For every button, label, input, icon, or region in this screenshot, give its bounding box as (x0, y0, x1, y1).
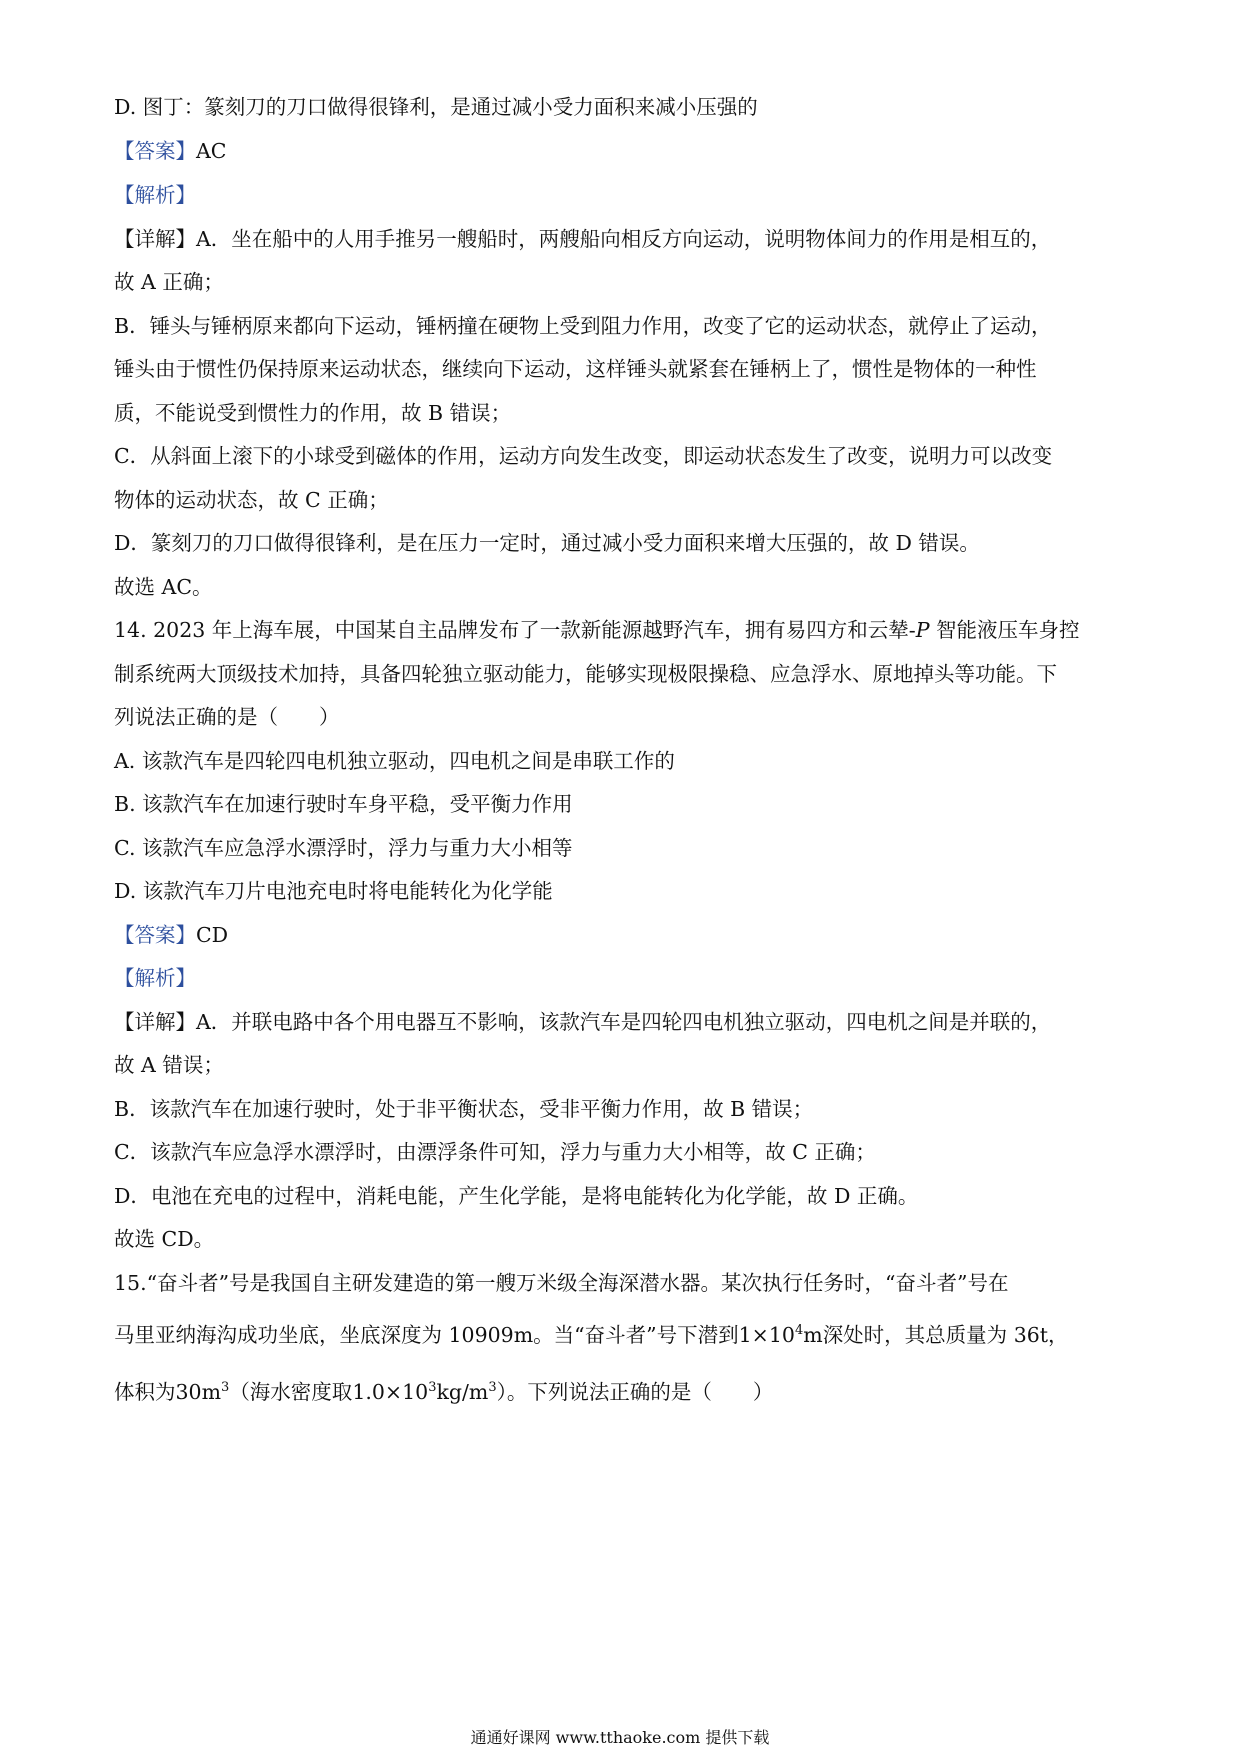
stem-text: 深处时，其总质量为 36t， (822, 1323, 1069, 1347)
density-value: 1.0×10 (352, 1380, 429, 1404)
q13-detail-line: 物体的运动状态，故 C 正确； (114, 488, 389, 512)
q14-detail-line: C．该款汽车应急浮水漂浮时，由漂浮条件可知，浮力与重力大小相等，故 C 正确； (114, 1140, 876, 1164)
detail-text: A．坐在船中的人用手推另一艘船时，两艘船向相反方向运动，说明物体间力的作用是相互的， (196, 227, 1052, 251)
q14-detail-line: 故 A 错误； (114, 1053, 224, 1077)
depth-base: 1×10 (738, 1323, 795, 1347)
q14-option-b: B. 该款汽车在加速行驶时车身平稳，受平衡力作用 (114, 792, 573, 816)
stem-text: ）。下列说法正确的是（ ） (496, 1380, 774, 1404)
q13-detail-line: 锤头由于惯性仍保持原来运动状态，继续向下运动，这样锤头就紧套在锤柄上了，惯性是物体的一种性 (114, 357, 1037, 381)
stem-text: 智能液压车身控 (929, 618, 1080, 642)
stem-text: 体积为 (114, 1380, 176, 1404)
detail-text: A．并联电路中各个用电器互不影响，该款汽车是四轮四电机独立驱动，四电机之间是并联的， (196, 1010, 1052, 1034)
q14-option-c: C. 该款汽车应急浮水漂浮时，浮力与重力大小相等 (114, 836, 573, 860)
q14-answer (114, 920, 1134, 950)
q15-stem-line: 15.“奋斗者”号是我国自主研发建造的第一艘万米级全海深潜水器。某次执行任务时，“奋斗者”号在 (114, 1271, 1009, 1295)
stem-text: （海水密度取 (229, 1380, 353, 1404)
q13-detail-line: B．锤头与锤柄原来都向下运动，锤柄撞在硬物上受到阻力作用，改变了它的运动状态，就停止了运动， (114, 314, 1052, 338)
q13-detail-line (114, 224, 1134, 254)
density-unit: kg/m (436, 1380, 489, 1404)
depth-exponent: 4 (794, 1323, 804, 1339)
detail-tag: 【详解】 (114, 1010, 196, 1034)
stem-text: 马里亚纳海沟成功坐底，坐底深度为 10909m。当“奋斗者”号下潜到 (114, 1323, 739, 1347)
q13-detail-line: D．篆刻刀的刀口做得很锋利，是在压力一定时，通过减小受力面积来增大压强的，故 D 错误。 (114, 531, 980, 555)
depth-unit: m (803, 1323, 823, 1347)
q14-option-a: A. 该款汽车是四轮四电机独立驱动，四电机之间是串联工作的 (114, 749, 675, 773)
q14-detail-line (114, 1007, 1134, 1037)
stem-italic-p: P (915, 618, 930, 642)
q14-detail-line: D．电池在充电的过程中，消耗电能，产生化学能，是将电能转化为化学能，故 D 正确。 (114, 1184, 919, 1208)
q13-option-d: D. 图丁：篆刻刀的刀口做得很锋利，是通过减小受力面积来减小压强的 (114, 95, 758, 119)
q13-analysis-tag (114, 180, 1134, 210)
q14-analysis-tag (114, 963, 1134, 993)
depth-expression (739, 1323, 823, 1347)
q13-conclusion: 故选 AC。 (114, 575, 213, 599)
volume-value: 30m (175, 1380, 222, 1404)
page-footer: 通通好课网 www.tthaoke.com 提供下载 (470, 1728, 770, 1747)
q14-stem-line: 列说法正确的是（ ） (114, 705, 340, 729)
detail-tag: 【详解】 (114, 227, 196, 251)
q13-detail-line: 质，不能说受到惯性力的作用，故 B 错误； (114, 401, 512, 425)
q15-stem-line (114, 1320, 1134, 1350)
q14-stem-line (114, 615, 1134, 645)
q14-stem-line: 制系统两大顶级技术加持，具备四轮独立驱动能力，能够实现极限操稳、应急浮水、原地掉头等功能。下 (114, 662, 1057, 686)
volume-exponent: 3 (221, 1380, 230, 1396)
stem-text: 14. 2023 年上海车展，中国某自主品牌发布了一款新能源越野汽车，拥有易四方和云辇- (114, 618, 916, 642)
analysis-tag: 【解析】 (114, 966, 196, 990)
answer-value: CD (196, 923, 229, 947)
q13-detail-line: C．从斜面上滚下的小球受到磁体的作用，运动方向发生改变，即运动状态发生了改变，说明力可以改变 (114, 444, 1053, 468)
q13-detail-line: 故 A 正确； (114, 270, 224, 294)
answer-tag: 【答案】 (114, 923, 196, 947)
answer-tag: 【答案】 (114, 139, 196, 163)
density-unit-exponent: 3 (488, 1380, 497, 1396)
q14-conclusion: 故选 CD。 (114, 1227, 215, 1251)
analysis-tag: 【解析】 (114, 183, 196, 207)
density-exponent: 3 (428, 1380, 437, 1396)
q14-option-d: D. 该款汽车刀片电池充电时将电能转化为化学能 (114, 879, 553, 903)
q15-stem-line (114, 1377, 1134, 1407)
answer-value: AC (196, 139, 227, 163)
q13-answer (114, 136, 1134, 166)
q14-detail-line: B．该款汽车在加速行驶时，处于非平衡状态，受非平衡力作用，故 B 错误； (114, 1097, 814, 1121)
